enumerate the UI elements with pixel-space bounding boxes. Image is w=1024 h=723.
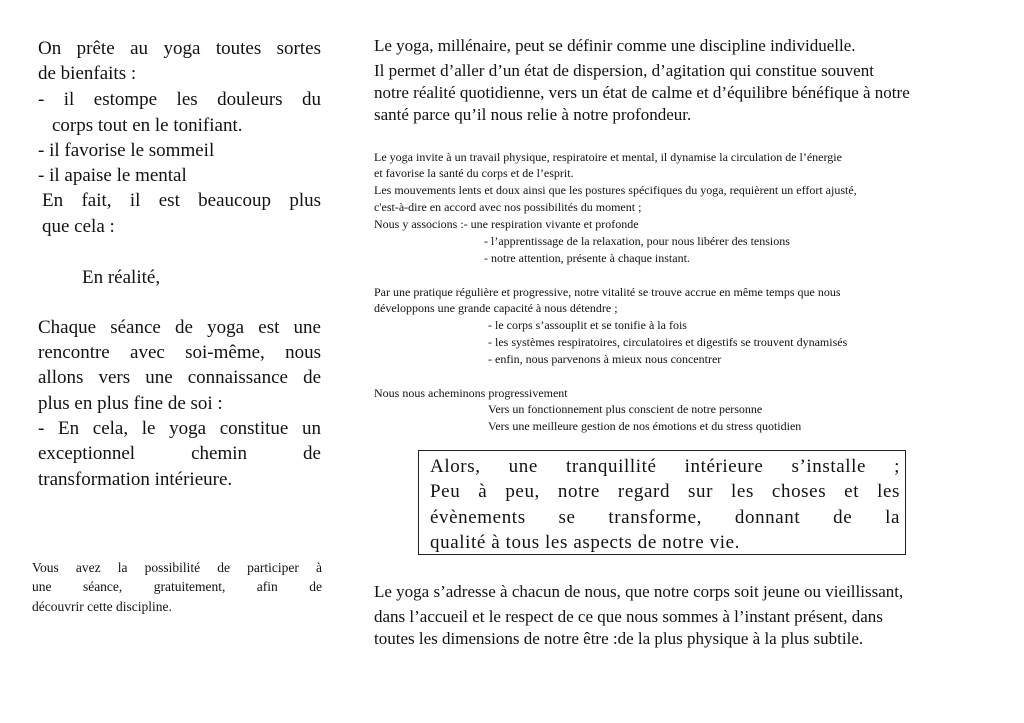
invitation-line: découvrir cette discipline. [32, 599, 172, 614]
box-line: qualité à tous les aspects de notre vie. [430, 532, 740, 553]
seance-line: Chaque séance de yoga est une [38, 317, 321, 338]
definition-line: Il permet d’aller d’un état de dispersion, d’agitation qui constitue souvent [374, 61, 874, 80]
cheminement-line: Vers une meilleure gestion de nos émotions et du stress quotidien [488, 419, 802, 433]
box-line: Peu à peu, notre regard sur les choses et les [430, 481, 900, 502]
conclusion-line: Le yoga s’adresse à chacun de nous, que notre corps soit jeune ou vieillissant, [374, 582, 904, 601]
pratique-line: - le corps s’assouplit et se tonifie à la fois [488, 318, 687, 332]
conclusion-line: dans l’accueil et le respect de ce que nous sommes à l’instant présent, dans [374, 607, 883, 626]
intro-line: de bienfaits : [38, 63, 137, 84]
seance-line: rencontre avec soi-même, nous [38, 342, 321, 363]
definition-line: Le yoga, millénaire, peut se définir comme une discipline individuelle. [374, 36, 856, 55]
definition-line: santé parce qu’il nous relie à notre profondeur. [374, 105, 692, 124]
travail-line: Les mouvements lents et doux ainsi que les postures spécifiques du yoga, requièrent un effort ajusté, [374, 183, 857, 197]
seance-line: - En cela, le yoga constitue un [38, 418, 321, 439]
travail-line: c'est-à-dire en accord avec nos possibilités du moment ; [374, 200, 642, 214]
pratique-line: - les systèmes respiratoires, circulatoires et digestifs se trouvent dynamisés [488, 335, 848, 349]
intro-line: En fait, il est beaucoup plus [42, 190, 321, 211]
definition-line: notre réalité quotidienne, vers un état de calme et d’équilibre bénéfique à notre [374, 83, 910, 102]
box-line: évènements se transforme, donnant de la [430, 507, 900, 528]
pratique-line: développons une grande capacité à nous détendre ; [374, 301, 618, 315]
seance-line: allons vers une connaissance de [38, 367, 321, 388]
seance-line: transformation intérieure. [38, 469, 233, 490]
cheminement-line: Nous nous acheminons progressivement [374, 386, 568, 400]
intro-line: - il apaise le mental [38, 165, 187, 186]
travail-line: Nous y associons :- une respiration vivante et profonde [374, 217, 639, 231]
travail-line: - l’apprentissage de la relaxation, pour nous libérer des tensions [484, 234, 790, 248]
box-line: Alors, une tranquillité intérieure s’installe ; [430, 456, 900, 477]
intro-line: que cela : [42, 216, 115, 237]
pratique-line: - enfin, nous parvenons à mieux nous concentrer [488, 352, 722, 366]
intro-line: corps tout en le tonifiant. [52, 115, 243, 136]
intro-line: - il favorise le sommeil [38, 140, 215, 161]
travail-line: Le yoga invite à un travail physique, respiratoire et mental, il dynamise la circulation de l’énergie [374, 150, 842, 164]
invitation-line: Vous avez la possibilité de participer à [32, 560, 322, 575]
pratique-line: Par une pratique régulière et progressive, notre vitalité se trouve accrue en même temps que nous [374, 285, 841, 299]
seance-line: exceptionnel chemin de [38, 443, 321, 464]
seance-line: plus en plus fine de soi : [38, 393, 223, 414]
en-realite-line: En réalité, [82, 267, 161, 288]
cheminement-line: Vers un fonctionnement plus conscient de notre personne [488, 402, 763, 416]
intro-line: On prête au yoga toutes sortes [38, 38, 321, 59]
intro-line: - il estompe les douleurs du [38, 89, 321, 110]
travail-line: et favorise la santé du corps et de l’esprit. [374, 166, 574, 180]
travail-line: - notre attention, présente à chaque instant. [484, 251, 690, 265]
conclusion-line: toutes les dimensions de notre être :de la plus physique à la plus subtile. [374, 629, 864, 648]
invitation-line: une séance, gratuitement, afin de [32, 579, 322, 594]
